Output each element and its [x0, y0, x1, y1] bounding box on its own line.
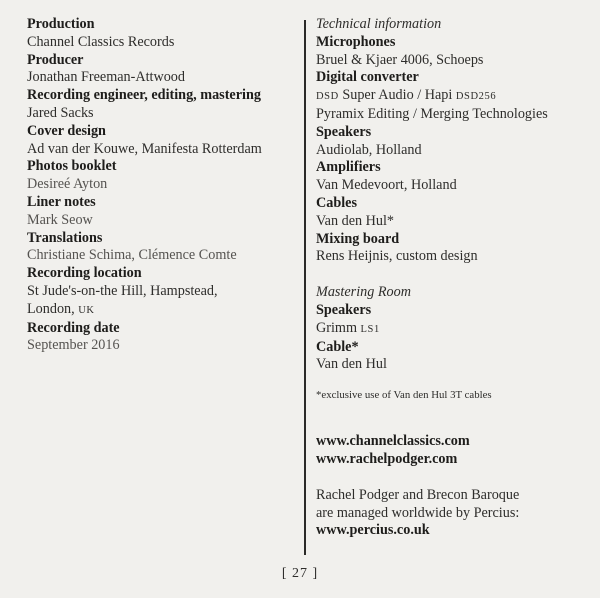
ls1-model: LS1 [360, 323, 380, 335]
mixing-board-value: Rens Heijnis, custom design [316, 248, 478, 265]
cables-value: Van den Hul* [316, 212, 395, 229]
amplifiers-value: Van Medevoort, Holland [316, 177, 457, 194]
production-label: Production [27, 16, 95, 32]
mastering-cable-label: Cable* [316, 338, 359, 355]
producer-label: Producer [27, 51, 84, 68]
speakers-label: Speakers [316, 123, 372, 140]
column-divider [304, 20, 306, 555]
producer-value: Jonathan Freeman-Attwood [27, 69, 185, 86]
recording-location-label: Recording location [27, 265, 142, 282]
cables-label: Cables [316, 194, 357, 211]
mastering-room-heading: Mastering Room [316, 284, 411, 301]
amplifiers-label: Amplifiers [316, 159, 381, 176]
rachelpodger-link[interactable]: www.rachelpodger.com [316, 450, 458, 467]
page-number: [ 27 ] [281, 566, 319, 581]
credits-column [27, 16, 297, 355]
footnote: *exclusive use of Van den Hul 3T cables [316, 389, 492, 402]
recording-date-value: September 2016 [27, 337, 120, 354]
microphones-label: Microphones [316, 33, 396, 50]
grimm-brand: Grimm [316, 319, 357, 336]
microphones-value: Bruel & Kjaer 4006, Schoeps [316, 51, 484, 68]
production-value: Channel Classics Records [27, 33, 175, 50]
dsd-abbrev: DSD [316, 91, 339, 103]
channelclassics-link[interactable]: www.channelclassics.com [316, 433, 470, 450]
converter-mid: Super Audio / Hapi [342, 87, 453, 104]
digital-converter-value2: Pyramix Editing / Merging Technologies [316, 105, 548, 122]
technical-heading: Technical information [316, 16, 442, 32]
mastering-speakers-label: Speakers [316, 301, 372, 318]
percius-link[interactable]: www.percius.co.uk [316, 522, 430, 539]
translations-label: Translations [27, 229, 103, 246]
mixing-board-label: Mixing board [316, 230, 400, 247]
engineer-label: Recording engineer, editing, mastering [27, 87, 261, 104]
liner-notes-value: Mark Seow [27, 211, 93, 228]
cover-design-label: Cover design [27, 122, 106, 139]
cover-design-value: Ad van der Kouwe, Manifesta Rotterdam [27, 140, 262, 157]
translations-value: Christiane Schima, Clémence Comte [27, 247, 237, 264]
recording-location-line1: St Jude's-on-the Hill, Hampstead, [27, 282, 218, 299]
recording-location-city: London, [27, 300, 75, 317]
mastering-cable-value: Van den Hul [316, 356, 387, 373]
recording-location-line2 [27, 301, 297, 320]
engineer-value: Jared Sacks [27, 104, 94, 121]
liner-notes-label: Liner notes [27, 193, 96, 210]
recording-date-label: Recording date [27, 319, 120, 336]
recording-location-country: UK [78, 304, 95, 316]
digital-converter-label: Digital converter [316, 69, 419, 86]
photos-value: Desireé Ayton [27, 176, 108, 193]
photos-label: Photos booklet [27, 158, 117, 175]
dsd256-abbrev: DSD256 [455, 91, 497, 103]
digital-converter-value1 [316, 87, 596, 106]
technical-column [316, 16, 596, 540]
mastering-speakers-value [316, 320, 596, 339]
management-line2: are managed worldwide by Percius: [316, 504, 520, 521]
management-line1: Rachel Podger and Brecon Baroque [316, 486, 520, 503]
speakers-value: Audiolab, Holland [316, 141, 422, 158]
